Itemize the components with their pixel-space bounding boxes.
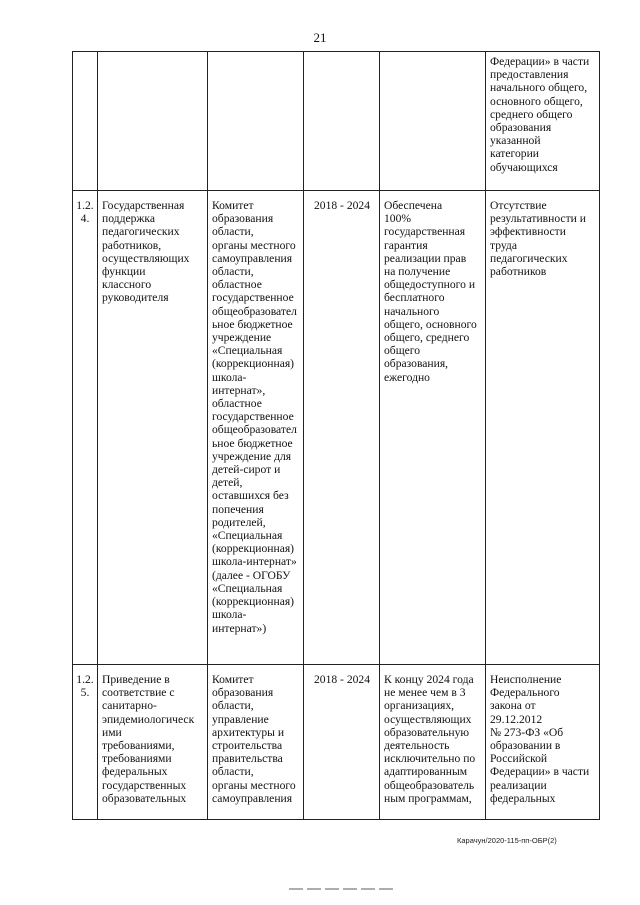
cell-text-line: Комитет: [212, 673, 254, 686]
cell-text-line: образовательных: [102, 791, 187, 805]
row-0-executor-cell: [208, 52, 304, 191]
cell-text-line: общего, среднего: [384, 331, 470, 345]
cell-text-line: 29.12.2012: [490, 712, 543, 726]
row-2-period-cell: [304, 665, 380, 820]
cell-text-line: государственное: [212, 410, 294, 424]
row-1-period-cell: [304, 191, 380, 665]
cell-text-line: руководителя: [102, 291, 169, 305]
cell-text-line: областное: [212, 278, 262, 292]
cell-text-line: организациях,: [384, 699, 455, 713]
cell-text-line: «Специальная: [212, 344, 283, 358]
cell-text-line: эффективности: [490, 225, 566, 239]
row-1-executor-cell: [208, 191, 304, 665]
cell-text-line: работников: [490, 265, 547, 279]
cell-text-line: общеобразовател: [212, 304, 297, 318]
cell-text-line: требованиями,: [102, 739, 175, 753]
row-2-expected-result-cell: [380, 665, 486, 820]
cell-text-line: начального общего,: [490, 81, 588, 95]
cell-text-line: федеральных: [490, 791, 556, 805]
cell-text-line: общеобразователь: [384, 778, 475, 792]
cell-text-line: результативности и: [490, 212, 586, 226]
cell-text-line: 1.2.: [76, 199, 94, 212]
cell-text-line: образования: [490, 121, 552, 135]
cell-text-line: классного: [102, 278, 152, 292]
cell-text-line: строительства: [212, 739, 283, 753]
cell-text-line: 5.: [80, 686, 90, 700]
cell-text-line: ежегодно: [384, 370, 430, 384]
cell-text-line: Федерации» в части: [490, 55, 590, 68]
cell-text-line: осуществляющих: [102, 251, 190, 265]
cell-text-line: образовательную: [384, 725, 470, 739]
cell-text-line: на получение: [384, 265, 451, 279]
cell-text-line: деятельность: [384, 739, 450, 753]
cell-text-line: 2018 - 2024: [313, 673, 371, 686]
cell-text-line: правительства: [212, 752, 283, 766]
cell-text-line: гарантия: [384, 238, 428, 252]
cell-text-line: Федерации» в части: [490, 765, 590, 779]
cell-text-line: педагогических: [102, 225, 180, 239]
cell-text-line: (коррекционная): [212, 542, 295, 556]
row-0-measure-name-cell: [98, 52, 208, 191]
cell-text-line: Обеспечена: [384, 199, 443, 212]
cell-text-line: области,: [212, 765, 254, 779]
page-number: 21: [313, 30, 327, 45]
cell-text-line: педагогических: [490, 251, 568, 265]
row-2-measure-name-cell: [98, 665, 208, 820]
cell-text-line: самоуправления: [212, 791, 293, 805]
cell-text-line: работников,: [102, 238, 162, 252]
cell-text-line: ьное бюджетное: [212, 436, 293, 450]
cell-text-line: указанной: [490, 134, 541, 148]
cell-text-line: общего, основного: [384, 317, 477, 331]
row-1-expected-result-cell: [380, 191, 486, 665]
cell-text-line: Комитет: [212, 199, 254, 212]
cell-text-line: области,: [212, 225, 254, 239]
cell-text-line: образования: [212, 686, 274, 700]
cell-text-line: основного общего,: [490, 94, 583, 108]
cell-text-line: органы местного: [212, 778, 296, 792]
row-1-measure-name-cell: [98, 191, 208, 665]
cell-text-line: общего: [384, 344, 421, 358]
cell-text-line: № 273-ФЗ «Об: [490, 725, 564, 739]
cell-text-line: обучающихся: [490, 160, 558, 174]
cell-text-line: 1.2.: [76, 673, 94, 686]
cell-text-line: детей,: [212, 476, 243, 490]
cell-text-line: образовании в: [490, 739, 561, 753]
cell-text-line: образования,: [384, 357, 449, 371]
cell-text-line: ным программам,: [384, 791, 472, 805]
row-0-expected-result-cell: [380, 52, 486, 191]
cell-text-line: предоставления: [490, 68, 569, 82]
document-reference: Карачун/2020-115-пп-ОБР(2): [457, 836, 557, 845]
cell-text-line: «Специальная: [212, 529, 283, 543]
cell-text-line: исключительно по: [384, 752, 476, 766]
cell-text-line: Государственная: [102, 199, 185, 212]
cell-text-line: «Специальная: [212, 581, 283, 595]
cell-text-line: органы местного: [212, 238, 296, 252]
row-0-period-cell: [304, 52, 380, 191]
cell-text-line: самоуправления: [212, 251, 293, 265]
row-1-consequence-cell: [486, 191, 600, 665]
cell-text-line: школа-интернат»: [212, 555, 297, 569]
cell-text-line: функции: [102, 265, 146, 279]
cell-text-line: соответствие с: [102, 686, 175, 700]
cell-text-line: детей-сирот и: [212, 463, 281, 477]
cell-text-line: родителей,: [212, 515, 266, 529]
cell-text-line: труда: [490, 238, 517, 252]
cell-text-line: попечения: [212, 502, 264, 516]
cell-text-line: государственное: [212, 291, 294, 305]
cell-text-line: (коррекционная): [212, 357, 295, 371]
cell-text-line: ьное бюджетное: [212, 317, 293, 331]
cell-text-line: бесплатного: [384, 291, 445, 305]
cell-text-line: категории: [490, 147, 539, 161]
cell-text-line: управление: [212, 712, 269, 726]
cell-text-line: Неисполнение: [490, 673, 562, 686]
cell-text-line: Приведение в: [102, 673, 170, 686]
row-0-consequence-cell: [486, 52, 600, 191]
cell-text-line: 100%: [384, 212, 412, 226]
cell-text-line: (далее - ОГОБУ: [212, 568, 291, 582]
cell-text-line: государственных: [102, 778, 187, 792]
cell-text-line: К концу 2024 года: [384, 673, 474, 686]
cell-text-line: школа-: [212, 608, 247, 622]
cell-text-line: общеобразовател: [212, 423, 297, 437]
cell-text-line: областное: [212, 397, 262, 411]
cell-text-line: государственная: [384, 225, 466, 239]
cell-text-line: общедоступного и: [384, 278, 476, 292]
cell-text-line: требованиями: [102, 752, 172, 766]
cell-text-line: ими: [102, 725, 122, 739]
cell-text-line: реализации: [490, 778, 547, 792]
cell-text-line: учреждение: [212, 331, 272, 345]
row-1-number-cell: [73, 191, 98, 665]
cell-text-line: Отсутствие: [490, 199, 547, 212]
cell-text-line: интернат»,: [212, 383, 266, 397]
cell-text-line: (коррекционная): [212, 595, 295, 609]
cell-text-line: эпидемиологическ: [102, 712, 195, 726]
cell-text-line: Российской: [490, 752, 548, 766]
cell-text-line: не менее чем в 3: [384, 686, 466, 700]
cell-text-line: области,: [212, 265, 254, 279]
cell-text-line: поддержка: [102, 212, 156, 226]
cell-text-line: среднего общего: [490, 107, 573, 121]
row-2-number-cell: [73, 665, 98, 820]
cell-text-line: Федерального: [490, 686, 560, 700]
cell-text-line: начального: [384, 304, 440, 318]
cell-text-line: санитарно-: [102, 699, 157, 713]
row-2-executor-cell: [208, 665, 304, 820]
scan-artifact-line: [289, 888, 393, 890]
cell-text-line: оставшихся без: [212, 489, 289, 503]
cell-text-line: архитектуры и: [212, 725, 285, 739]
row-0-number-cell: [73, 52, 98, 191]
cell-text-line: школа-: [212, 370, 247, 384]
cell-text-line: учреждение для: [212, 449, 292, 463]
cell-text-line: адаптированным: [384, 765, 468, 779]
cell-text-line: образования: [212, 212, 274, 226]
cell-text-line: реализации прав: [384, 251, 467, 265]
row-2-consequence-cell: [486, 665, 600, 820]
cell-text-line: 4.: [80, 212, 90, 226]
cell-text-line: 2018 - 2024: [313, 199, 371, 212]
cell-text-line: закона от: [490, 699, 536, 713]
program-measures-table: [72, 51, 600, 820]
cell-text-line: осуществляющих: [384, 712, 472, 726]
cell-text-line: интернат»): [212, 621, 267, 635]
cell-text-line: федеральных: [102, 765, 168, 779]
cell-text-line: области,: [212, 699, 254, 713]
